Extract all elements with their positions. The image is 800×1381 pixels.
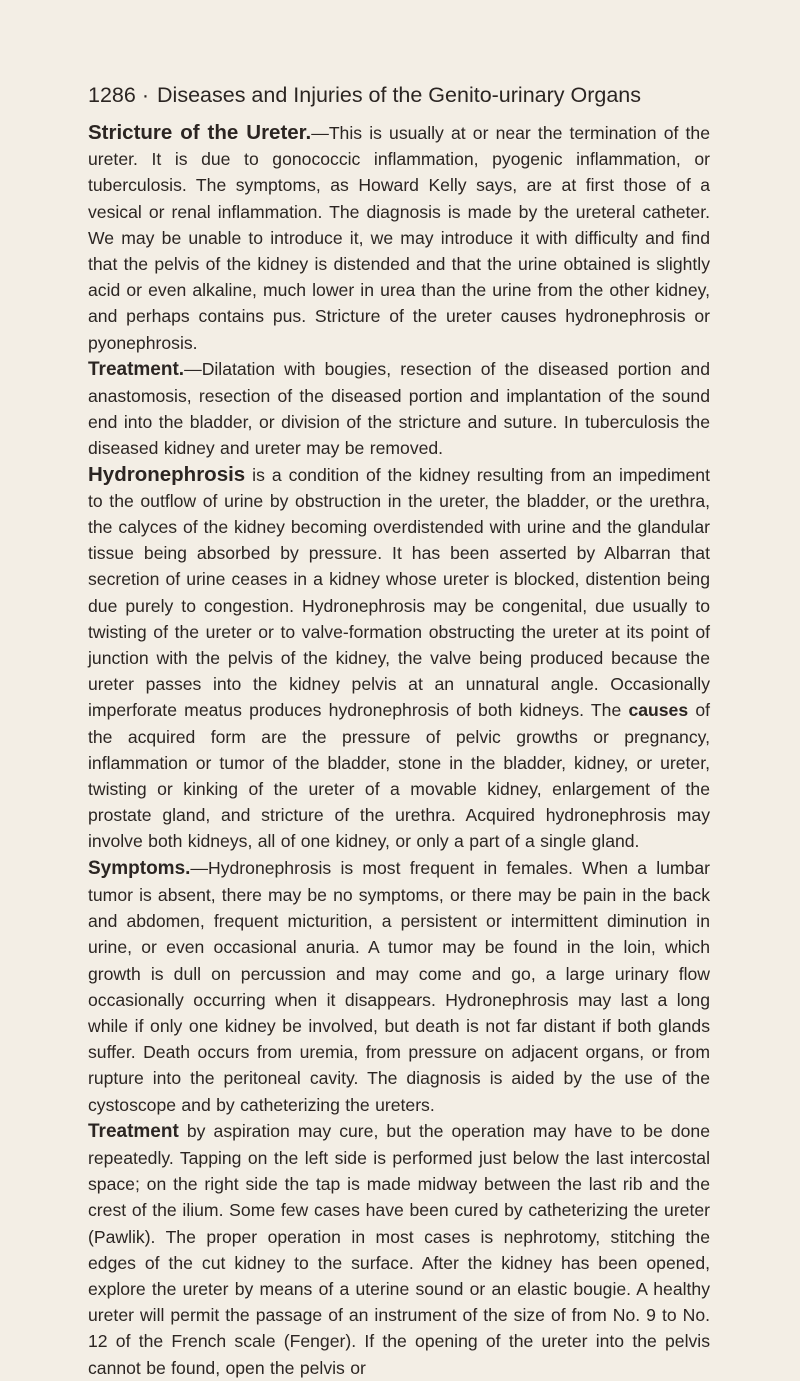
paragraph-treatment	[88, 1118, 710, 1381]
text-stricture: —This is usually at or near the termination of the ureter. It is due to gonococcic inflammation, pyogenic inflammation, or tuberculosis. The symptoms, as Howard Kelly says, are at first those of a vesical or renal inflammation. The diagnosis is made by the ureteral catheter. We may be unable to introduce it, we may introduce it with difficulty and find that the pelvis of the kidney is distended and that the urine obtained is slightly acid or even alkaline, much lower in urea than the urine from the other kidney, and perhaps contains pus. Stricture of the ureter causes hydronephrosis or pyonephrosis.	[88, 123, 710, 353]
heading-stricture-of-ureter: Stricture of the Ureter.	[88, 121, 312, 144]
text-hydronephrosis-b: of the acquired form are the pressure of pelvic growths or pregnancy, inflammation or tumor of the bladder, stone in the bladder, kidney, or ureter, twisting or kinking of the ureter of a movable kidney, enlargement of the prostate gland, and stricture of the urethra. Acquired hydronephrosis may involve both kidneys, all of one kidney, or only a part of a single gland.	[88, 700, 711, 852]
running-header	[88, 80, 710, 110]
text-treatment: by aspiration may cure, but the operation may have to be done repeatedly. Tapping on the left side is performed just below the last intercostal space; on the right side the tap is made midway between the last rib and the crest of the ilium. Some few cases have been cured by catheterizing the ureter (Pawlik). The proper operation in most cases is nephrotomy, stitching the edges of the cut kidney to the surface. After the kidney has been opened, explore the ureter by means of a uterine sound or an elastic bougie. A healthy ureter will permit the passage of an instrument of the size of from No. 9 to No. 12 of the French scale (Fenger). If the opening of the ureter into the pelvis cannot be found, open the pelvis or	[88, 1120, 710, 1378]
heading-treatment-2: Treatment	[88, 1120, 179, 1142]
running-title: Diseases and Injuries of the Genito-urinary Organs	[157, 83, 642, 107]
heading-symptoms: Symptoms.	[88, 857, 191, 879]
paragraph-symptoms	[88, 855, 710, 1118]
text-symptoms: —Hydronephrosis is most frequent in females. When a lumbar tumor is absent, there may be no symptoms, or there may be pain in the back and abdomen, frequent micturition, a persistent or intermittent diminution in urine, or even occasional anuria. A tumor may be found in the loin, which growth is dull on percussion and may come and go, a large urinary flow occasionally occurring when it disappears. Hydronephrosis may last a long while if only one kidney be involved, but death is not far distant if both glands suffer. Death occurs from uremia, from pressure on adjacent organs, or from rupture into the peritoneal cavity. The diagnosis is aided by the use of the cystoscope and by catheterizing the ureters.	[88, 857, 710, 1115]
text-hydronephrosis-a: is a condition of the kidney resulting from an impediment to the outflow of urine by obstruction in the ureter, the bladder, or the urethra, the calyces of the kidney becoming overdistended with urine and the glandular tissue being absorbed by pressure. It has been asserted by Albarran that secretion of urine ceases in a kidney whose ureter is blocked, distention being due purely to congestion. Hydronephrosis may be congenital, due usually to twisting of the ureter or to valve-formation obstructing the ureter at its point of junction with the pelvis of the kidney, the valve being produced because the ureter passes into the kidney pelvis at an unnatural angle. Occasionally imperforate meatus produces hydronephrosis of both kidneys. The	[88, 464, 710, 721]
page-number: 1286	[88, 83, 136, 107]
paragraph-stricture	[88, 120, 710, 356]
heading-treatment-1: Treatment.	[88, 358, 185, 380]
heading-hydronephrosis: Hydronephrosis	[88, 462, 246, 486]
header-separator: ·	[141, 83, 150, 107]
paragraph-stricture-treatment	[88, 356, 710, 462]
text-stricture-treatment: —Dilatation with bougies, resection of the diseased portion and anastomosis, resection of the diseased portion and implantation of the sound end into the bladder, or division of the stricture and suture. In tuberculosis the diseased kidney and ureter may be removed.	[88, 358, 710, 459]
emphasis-causes: causes	[628, 700, 689, 721]
paragraph-hydronephrosis	[88, 462, 710, 855]
